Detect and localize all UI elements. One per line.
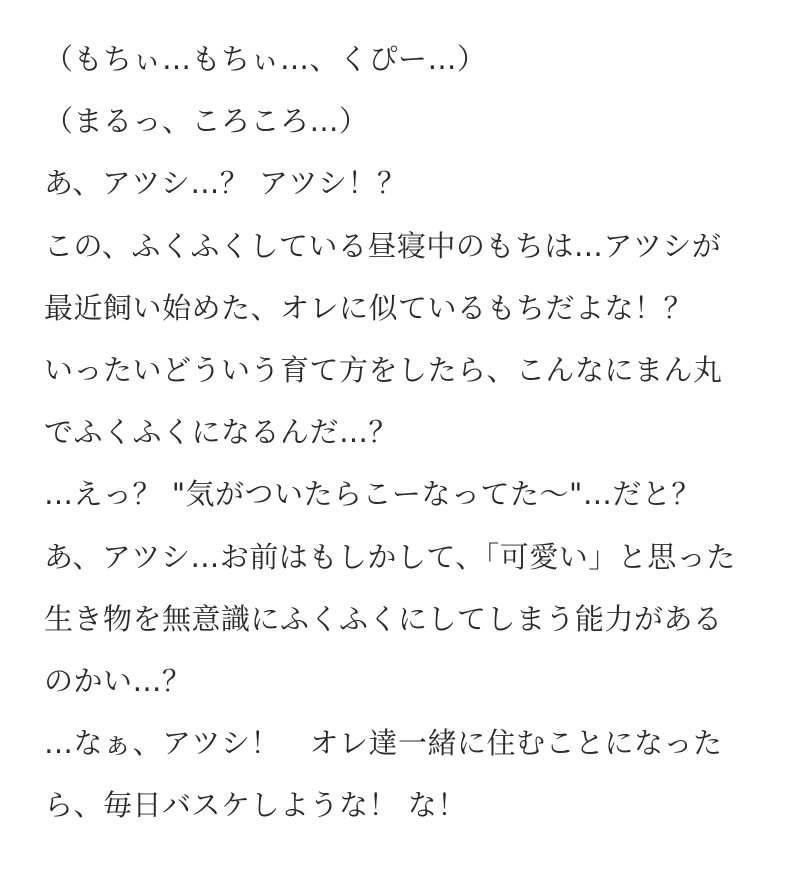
text-line: 最近飼い始めた、オレに似ているもちだよな！？ [44,290,694,325]
text-line: ら、毎日バスケしような！ な！ [44,788,467,823]
text-line: 生き物を無意識にふくふくにしてしまう能力がある [44,601,723,636]
text-line: いったいどういう育て方をしたら、こんなにまん丸 [44,352,723,387]
text-line: …えっ？ "気がついたらこーなってた〜"…だと？ [44,477,701,512]
text-line: あ、アツシ…？ アツシ！？ [44,166,407,201]
text-line: でふくふくになるんだ…？ [44,415,399,450]
text-line: （もちぃ…もちぃ…、くぴー…） [44,42,487,76]
text-line: …なぁ、アツシ！ オレ達一緒に住むことになった [44,726,723,761]
text-line: あ、アツシ…お前はもしかして、「可愛い」と思った [44,539,736,574]
text-line: （まるっ、ころころ…） [44,104,369,139]
text-line: のかい…？ [44,663,192,698]
document-body [44,0,784,841]
text-line: この、ふくふくしている昼寝中のもちは…アツシが [44,228,722,263]
